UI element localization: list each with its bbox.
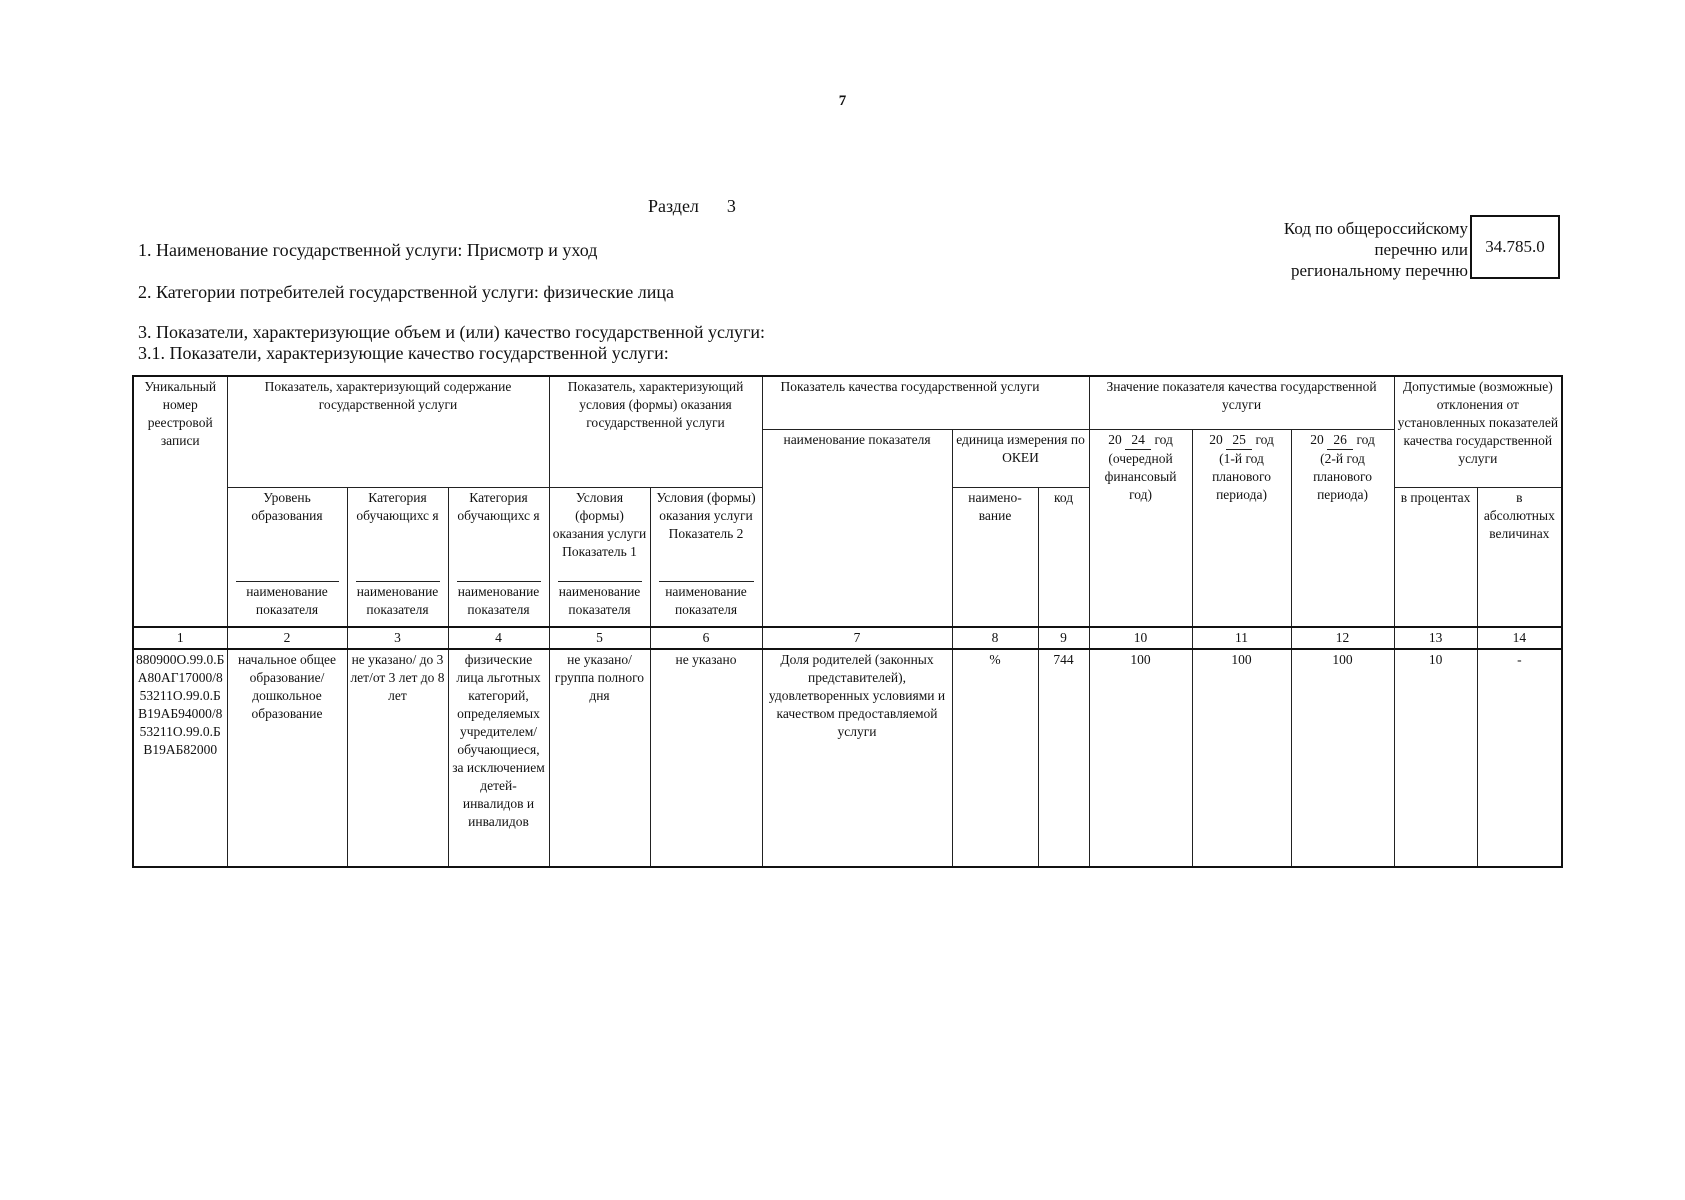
column-number: 6 — [650, 627, 762, 649]
year-2024-value: 24 — [1125, 431, 1151, 450]
cell-unit-code: 744 — [1038, 649, 1089, 867]
cell-category: не указано/ до 3 лет/от 3 лет до 8 лет — [347, 649, 448, 867]
indicators-line: 3. Показатели, характеризующие объем и (или) качество государственной услуги: — [138, 322, 765, 342]
column-number: 14 — [1477, 627, 1562, 649]
column-number: 7 — [762, 627, 952, 649]
year-2026-line: 20 26 год — [1294, 431, 1392, 450]
cell-value-2024: 100 — [1089, 649, 1192, 867]
column-number: 5 — [549, 627, 650, 649]
year-2026-value: 26 — [1327, 431, 1353, 450]
year-2026-note: (2-й год планового периода) — [1313, 450, 1372, 502]
cell-condition-1: не указано/ группа полного дня — [549, 649, 650, 867]
cell-deviation-absolute: - — [1477, 649, 1562, 867]
column-number: 1 — [133, 627, 227, 649]
cell-unique-number: 880900О.99.0.БА80АГ17000/853211О.99.0.БВ19АБ94000/853211О.99.0.БВ19АБ82000 — [133, 649, 227, 867]
code-label-line-1: Код по общероссийскому — [1283, 219, 1468, 238]
column-number: 12 — [1291, 627, 1394, 649]
page-number: 7 — [838, 93, 847, 109]
cell-value-2026: 100 — [1291, 649, 1394, 867]
quality-indicators-table — [132, 375, 1563, 868]
cell-value-2025: 100 — [1192, 649, 1291, 867]
col-condition-2 — [650, 487, 762, 627]
header-unique-number: Уникальный номер реестровой записи — [133, 376, 227, 627]
cell-category-2: физические лица льготных категорий, определяемых учредителем/ обучающиеся, за исключением детей-инвалидов и инвалидов — [448, 649, 549, 867]
code-value-box: 34.785.0 — [1470, 215, 1560, 279]
code-label-line-2: перечню или — [1374, 240, 1468, 259]
header-year-2024 — [1089, 429, 1192, 627]
column-number: 11 — [1192, 627, 1291, 649]
section-label: Раздел — [648, 196, 699, 216]
column-number: 3 — [347, 627, 448, 649]
section-heading — [648, 196, 736, 217]
col-category-2-title: Категория обучающихс я — [457, 489, 540, 523]
header-okei-unit: единица измерения по ОКЕИ — [952, 429, 1089, 487]
cell-deviation-percent: 10 — [1394, 649, 1477, 867]
section-number: 3 — [726, 196, 736, 216]
quality-line: 3.1. Показатели, характеризующие качество государственной услуги: — [138, 343, 669, 363]
header-content-indicator: Показатель, характеризующий содержание государственной услуги — [227, 376, 549, 487]
column-number: 2 — [227, 627, 347, 649]
col-unit-code: код — [1038, 487, 1089, 627]
col-education-level-sub: наименование показателя — [236, 581, 339, 619]
col-category-2 — [448, 487, 549, 627]
column-number: 10 — [1089, 627, 1192, 649]
col-condition-1 — [549, 487, 650, 627]
col-category-1-sub: наименование показателя — [356, 581, 440, 619]
col-condition-1-title: Условия (формы) оказания услуги Показатель 1 — [552, 489, 647, 559]
header-indicator-value: Значение показателя качества государственной услуги — [1089, 376, 1394, 429]
col-education-level — [227, 487, 347, 627]
header-deviation: Допустимые (возможные) отклонения от установленных показателей качества государственной услуги — [1394, 376, 1562, 487]
col-deviation-absolute: в абсолютных величинах — [1477, 487, 1562, 627]
year-2025-value: 25 — [1226, 431, 1252, 450]
header-indicator-name: наименование показателя — [762, 429, 952, 627]
cell-indicator-name: Доля родителей (законных представителей), удовлетворенных условиями и качеством предоставляемой услуги — [762, 649, 952, 867]
header-quality-indicator: Показатель качества государственной услуги — [762, 376, 1089, 429]
col-condition-2-title: Условия (формы) оказания услуги Показатель 2 — [656, 489, 756, 541]
cell-education-level: начальное общее образование/ дошкольное образование — [227, 649, 347, 867]
column-number-row — [133, 627, 1562, 649]
cell-condition-2: не указано — [650, 649, 762, 867]
col-condition-2-sub: наименование показателя — [659, 581, 754, 619]
column-number: 4 — [448, 627, 549, 649]
table-row — [133, 649, 1562, 867]
col-unit-name: наимено-вание — [952, 487, 1038, 627]
column-number: 13 — [1394, 627, 1477, 649]
col-condition-1-sub: наименование показателя — [558, 581, 642, 619]
header-year-2025 — [1192, 429, 1291, 627]
col-education-level-title: Уровень образования — [251, 489, 323, 523]
column-number: 8 — [952, 627, 1038, 649]
header-conditions-indicator: Показатель, характеризующий условия (формы) оказания государственной услуги — [549, 376, 762, 487]
header-year-2026 — [1291, 429, 1394, 627]
code-label-line-3: региональному перечню — [1290, 261, 1468, 280]
consumers-line: 2. Категории потребителей государственной услуги: физические лица — [138, 282, 674, 302]
col-deviation-percent: в процентах — [1394, 487, 1477, 627]
year-2024-line: 20 24 год — [1092, 431, 1190, 450]
year-2025-line: 20 25 год — [1195, 431, 1289, 450]
code-label — [1284, 218, 1468, 281]
service-name-line: 1. Наименование государственной услуги: Присмотр и уход — [138, 240, 598, 260]
year-2025-note: (1-й год планового периода) — [1212, 450, 1271, 502]
cell-unit-name: % — [952, 649, 1038, 867]
col-category-2-sub: наименование показателя — [457, 581, 541, 619]
col-category-1 — [347, 487, 448, 627]
col-category-1-title: Категория обучающихс я — [356, 489, 439, 523]
year-2024-note: (очередной финансовый год) — [1104, 450, 1177, 502]
column-number: 9 — [1038, 627, 1089, 649]
